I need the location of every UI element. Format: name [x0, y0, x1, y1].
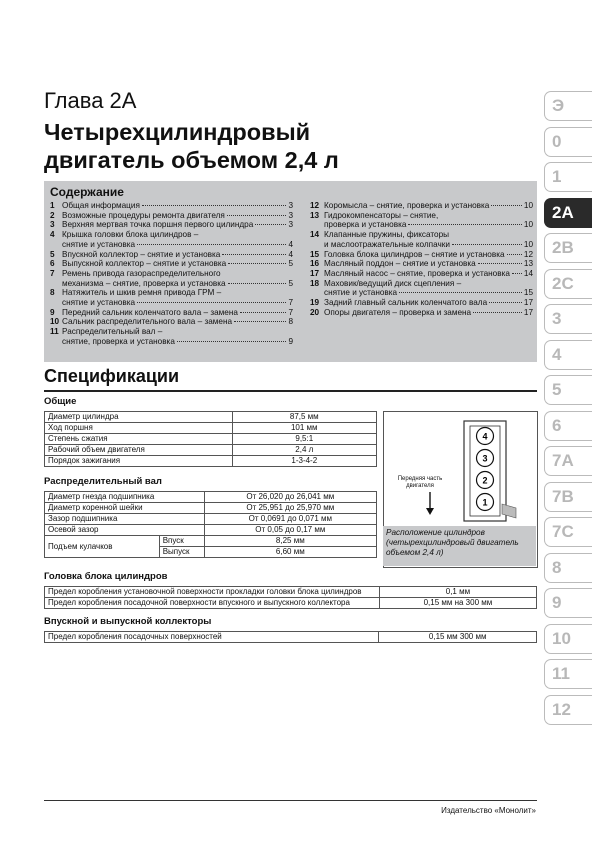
entry-line — [62, 240, 293, 250]
contents-entry — [310, 259, 533, 269]
cylinder-number: 2 — [482, 475, 488, 486]
spec-label: Диаметр коренной шейки — [45, 503, 205, 514]
entry-number: 14 — [310, 230, 320, 240]
entry-number: 2 — [50, 210, 55, 220]
front-of-engine-label: Передняя часть двигателя — [397, 476, 443, 489]
entry-title — [62, 269, 293, 288]
entry-number: 7 — [50, 268, 55, 278]
dot-leader — [177, 341, 287, 342]
spec-label: Рабочий объем двигателя — [45, 445, 233, 456]
entry-text: Верхняя мертвая точка поршня первого цилиндра — [62, 220, 254, 230]
entry-text: Масляный поддон – снятие и установка — [324, 259, 476, 269]
spec-label: Осевой зазор — [45, 525, 205, 536]
entry-number: 18 — [310, 278, 320, 288]
entry-number: 15 — [310, 249, 320, 259]
entry-text: Задний главный сальник коленчатого вала — [324, 298, 488, 308]
entry-text: Натяжитель и шкив ремня привода ГРМ – — [62, 288, 222, 298]
spec-value: От 26,020 до 26,041 мм — [204, 492, 376, 503]
contents-entry — [310, 279, 533, 298]
spec-row — [45, 514, 377, 525]
footer-rule — [44, 800, 537, 801]
entry-title — [62, 308, 293, 318]
entry-title — [324, 269, 533, 279]
entry-text: Крышка головки блока цилиндров – — [62, 230, 199, 240]
entry-number: 6 — [50, 259, 55, 269]
entry-page: 17 — [523, 298, 533, 308]
spec-label: Предел коробления посадочных поверхностей — [45, 632, 379, 643]
spec-value: От 0,0691 до 0,071 мм — [204, 514, 376, 525]
entry-page: 3 — [288, 201, 293, 210]
entry-text: Возможные процедуры ремонта двигателя — [62, 210, 225, 220]
spec-row — [45, 536, 377, 547]
dot-leader — [227, 215, 287, 216]
entry-page: 8 — [288, 317, 293, 327]
entry-page: 9 — [288, 336, 293, 346]
title-line-2: двигатель объемом 2,4 л — [44, 147, 339, 173]
spec-value: 1-3-4-2 — [232, 456, 376, 467]
spec-row — [45, 632, 537, 643]
chapter-tab[interactable]: 11 — [544, 659, 592, 689]
dot-leader — [240, 312, 287, 313]
entry-title — [324, 250, 533, 260]
entry-number: 11 — [50, 327, 59, 337]
spec-row — [45, 587, 537, 598]
contents-entry — [310, 230, 533, 249]
chapter-tab[interactable]: 10 — [544, 624, 592, 654]
chapter-tab[interactable]: 2A — [544, 198, 592, 228]
entry-title — [62, 230, 293, 249]
dot-leader — [489, 302, 522, 303]
dot-leader — [473, 312, 522, 313]
entry-line — [62, 269, 293, 279]
contents-left-column — [50, 201, 293, 347]
entry-number: 1 — [50, 201, 55, 210]
contents-entry — [50, 230, 293, 249]
entry-text: Распределительный вал – — [62, 327, 163, 337]
entry-text: снятие и установка — [62, 298, 136, 308]
spec-value: От 25,951 до 25,970 мм — [204, 503, 376, 514]
dot-leader — [222, 254, 286, 255]
entry-text: Гидрокомпенсаторы – снятие, — [324, 210, 439, 220]
contents-entry — [310, 269, 533, 279]
entry-number: 20 — [310, 307, 320, 317]
entry-page: 7 — [288, 307, 293, 317]
entry-page: 14 — [523, 268, 533, 278]
entry-line — [324, 269, 533, 279]
manifolds-heading: Впускной и выпускной коллекторы — [44, 616, 212, 627]
dot-leader — [478, 263, 522, 264]
entry-line — [324, 250, 533, 260]
chapter-tab[interactable]: 8 — [544, 553, 592, 583]
entry-title — [62, 201, 293, 211]
entry-number: 9 — [50, 307, 55, 317]
cam-lift-label: Подъем кулачков — [45, 536, 160, 558]
contents-entry — [50, 308, 293, 318]
dot-leader — [507, 254, 522, 255]
entry-line — [324, 230, 533, 240]
spec-row — [45, 525, 377, 536]
spec-value: 0,15 мм 300 мм — [379, 632, 537, 643]
entry-page: 3 — [288, 210, 293, 220]
entry-page: 3 — [288, 220, 293, 230]
entry-page: 5 — [288, 259, 293, 269]
spec-label: Порядок зажигания — [45, 456, 233, 467]
entry-title — [62, 250, 293, 260]
contents-entry — [50, 317, 293, 327]
entry-title — [62, 259, 293, 269]
spec-value: 0,1 мм — [379, 587, 536, 598]
spec-row — [45, 434, 377, 445]
entry-line — [324, 259, 533, 269]
entry-text: Масляный насос – снятие, проверка и установка — [324, 268, 510, 278]
general-heading: Общие — [44, 396, 77, 407]
dot-leader — [408, 224, 521, 225]
entry-number: 17 — [310, 268, 320, 278]
dot-leader — [234, 321, 286, 322]
chapter-tab[interactable]: 7B — [544, 482, 592, 512]
chapter-tab[interactable]: 9 — [544, 588, 592, 618]
entry-page: 15 — [523, 288, 533, 298]
specifications-heading: Спецификации — [44, 366, 180, 386]
entry-page: 4 — [288, 239, 293, 249]
contents-entry — [50, 211, 293, 221]
contents-box — [44, 181, 537, 362]
entry-page: 10 — [523, 201, 533, 210]
entry-text: проверка и установка — [324, 220, 407, 230]
entry-text: Коромысла – снятие, проверка и установка — [324, 201, 490, 210]
intake-label: Впуск — [159, 536, 204, 547]
spec-label: Зазор подшипника — [45, 514, 205, 525]
spec-row — [45, 423, 377, 434]
camshaft-spec-table — [44, 491, 377, 558]
spec-label: Предел коробления посадочной поверхности впускного и выпускного коллектора — [45, 598, 380, 609]
spec-value: 101 мм — [232, 423, 376, 434]
entry-text: механизма – снятие, проверка и установка — [62, 278, 226, 288]
spec-row — [45, 412, 377, 423]
entry-number: 8 — [50, 288, 55, 298]
camshaft-heading: Распределительный вал — [44, 476, 162, 487]
entry-line — [62, 250, 293, 260]
spec-label: Диаметр гнезда подшипника — [45, 492, 205, 503]
entry-number: 12 — [310, 201, 320, 210]
entry-text: Сальник распределительного вала – замена — [62, 317, 233, 327]
title-line-1: Четырехцилиндровый — [44, 119, 311, 145]
chapter-tab[interactable]: 3 — [544, 304, 592, 334]
chapter-tab[interactable]: 12 — [544, 695, 592, 725]
entry-title — [62, 327, 293, 346]
dot-leader — [137, 244, 286, 245]
contents-heading: Содержание — [50, 185, 124, 199]
entry-number: 10 — [50, 317, 60, 327]
contents-right-column — [310, 201, 533, 317]
spec-label: Предел коробления установочной поверхности прокладки головки блока цилиндров — [45, 587, 380, 598]
figure-caption: Расположение цилиндров (четырехцилиндровый двигатель объемом 2,4 л) — [383, 526, 536, 566]
contents-entry — [50, 288, 293, 307]
entry-page: 4 — [288, 249, 293, 259]
entry-title — [324, 259, 533, 269]
exhaust-label: Выпуск — [159, 547, 204, 558]
entry-line — [62, 259, 293, 269]
entry-line — [324, 211, 533, 221]
spec-label: Степень сжатия — [45, 434, 233, 445]
entry-text: Маховик/ведущий диск сцепления – — [324, 278, 462, 288]
dot-leader — [491, 205, 522, 206]
manifolds-spec-table — [44, 631, 537, 643]
chapter-tab[interactable]: 7A — [544, 446, 592, 476]
entry-line — [62, 220, 293, 230]
dot-leader — [137, 302, 286, 303]
engine-block-drawing — [384, 412, 537, 527]
spec-value: 0,15 мм на 300 мм — [379, 598, 536, 609]
entry-page: 10 — [523, 239, 533, 249]
entry-text: снятие и установка — [62, 239, 136, 249]
dot-leader — [228, 263, 286, 264]
chapter-tab[interactable]: 2B — [544, 233, 592, 263]
spec-label: Ход поршня — [45, 423, 233, 434]
entry-line — [62, 337, 293, 347]
entry-line — [62, 279, 293, 289]
entry-title — [324, 298, 533, 308]
contents-entry — [50, 220, 293, 230]
intake-lift-value: 8,25 мм — [204, 536, 376, 547]
entry-page: 5 — [288, 278, 293, 288]
spec-row — [45, 445, 377, 456]
entry-number: 4 — [50, 230, 55, 240]
dot-leader — [399, 292, 522, 293]
contents-entry — [50, 269, 293, 288]
entry-title — [324, 279, 533, 298]
contents-entry — [310, 201, 533, 211]
entry-text: Передний сальник коленчатого вала – замена — [62, 307, 238, 317]
entry-title — [324, 230, 533, 249]
chapter-label: Глава 2А — [44, 88, 137, 113]
spec-row — [45, 456, 377, 467]
contents-entry — [50, 327, 293, 346]
heading-rule — [44, 390, 537, 392]
entry-text: Головка блока цилиндров – снятие и установка — [324, 249, 505, 259]
entry-title — [62, 288, 293, 307]
entry-number: 13 — [310, 210, 320, 220]
entry-line — [62, 308, 293, 318]
entry-title — [62, 211, 293, 221]
entry-line — [62, 230, 293, 240]
entry-page: 13 — [523, 259, 533, 269]
spec-label: Диаметр цилиндра — [45, 412, 233, 423]
entry-text: Клапанные пружины, фиксаторы — [324, 230, 450, 240]
spec-row — [45, 503, 377, 514]
entry-page: 7 — [288, 298, 293, 308]
entry-number: 5 — [50, 249, 55, 259]
entry-line — [324, 220, 533, 230]
spec-row — [45, 598, 537, 609]
entry-line — [62, 201, 293, 211]
chapter-tab[interactable]: 1 — [544, 162, 592, 192]
spec-row — [45, 492, 377, 503]
contents-entry — [310, 308, 533, 318]
spec-value: От 0,05 до 0,17 мм — [204, 525, 376, 536]
entry-text: Общая информация — [62, 201, 140, 210]
entry-line — [324, 308, 533, 318]
entry-text: и маслоотражательные колпачки — [324, 239, 450, 249]
chapter-tab[interactable]: 0 — [544, 127, 592, 157]
entry-line — [62, 298, 293, 308]
page-title — [44, 118, 464, 174]
entry-line — [62, 211, 293, 221]
dot-leader — [228, 283, 287, 284]
cylinder-head-spec-table — [44, 586, 537, 609]
chapter-tab[interactable]: 6 — [544, 411, 592, 441]
chapter-tab[interactable]: 4 — [544, 340, 592, 370]
entry-text: Выпускной коллектор – снятие и установка — [62, 259, 227, 269]
entry-number: 16 — [310, 259, 320, 269]
general-spec-table — [44, 411, 377, 467]
cylinder-number: 3 — [482, 453, 488, 464]
spec-value: 87,5 мм — [232, 412, 376, 423]
entry-line — [324, 201, 533, 211]
contents-entry — [50, 201, 293, 211]
entry-title — [324, 211, 533, 230]
dot-leader — [142, 205, 287, 206]
entry-title — [324, 201, 533, 211]
publisher-label: Издательство «Монолит» — [441, 806, 536, 815]
contents-entry — [50, 250, 293, 260]
dot-leader — [452, 244, 522, 245]
contents-entry — [50, 259, 293, 269]
entry-text: Ремень привода газораспределительного — [62, 268, 221, 278]
entry-text: Впускной коллектор – снятие и установка — [62, 249, 221, 259]
chapter-tab[interactable]: 7C — [544, 517, 592, 547]
entry-title — [62, 220, 293, 230]
entry-page: 17 — [523, 307, 533, 317]
exhaust-lift-value: 6,60 мм — [204, 547, 376, 558]
contents-entry — [310, 298, 533, 308]
dot-leader — [255, 224, 286, 225]
entry-page: 10 — [523, 220, 533, 230]
entry-number: 19 — [310, 298, 320, 308]
entry-title — [62, 317, 293, 327]
chapter-tab[interactable]: 5 — [544, 375, 592, 405]
entry-line — [324, 240, 533, 250]
entry-title — [324, 308, 533, 318]
contents-entry — [310, 211, 533, 230]
cylinder-head-heading: Головка блока цилиндров — [44, 571, 168, 582]
entry-line — [62, 288, 293, 298]
entry-text: снятие и установка — [324, 288, 398, 298]
entry-text: Опоры двигателя – проверка и замена — [324, 307, 472, 317]
entry-page: 12 — [523, 249, 533, 259]
entry-number: 3 — [50, 220, 55, 230]
entry-line — [324, 279, 533, 289]
entry-line — [62, 327, 293, 337]
entry-line — [62, 317, 293, 327]
cylinder-number: 4 — [482, 431, 488, 442]
entry-line — [324, 298, 533, 308]
contents-entry — [310, 250, 533, 260]
entry-line — [324, 288, 533, 298]
cylinder-number: 1 — [482, 497, 488, 508]
spec-value: 9,5:1 — [232, 434, 376, 445]
dot-leader — [512, 273, 522, 274]
spec-value: 2,4 л — [232, 445, 376, 456]
chapter-tab[interactable]: 2C — [544, 269, 592, 299]
chapter-tab[interactable]: Э — [544, 91, 592, 121]
entry-text: снятие, проверка и установка — [62, 336, 175, 346]
